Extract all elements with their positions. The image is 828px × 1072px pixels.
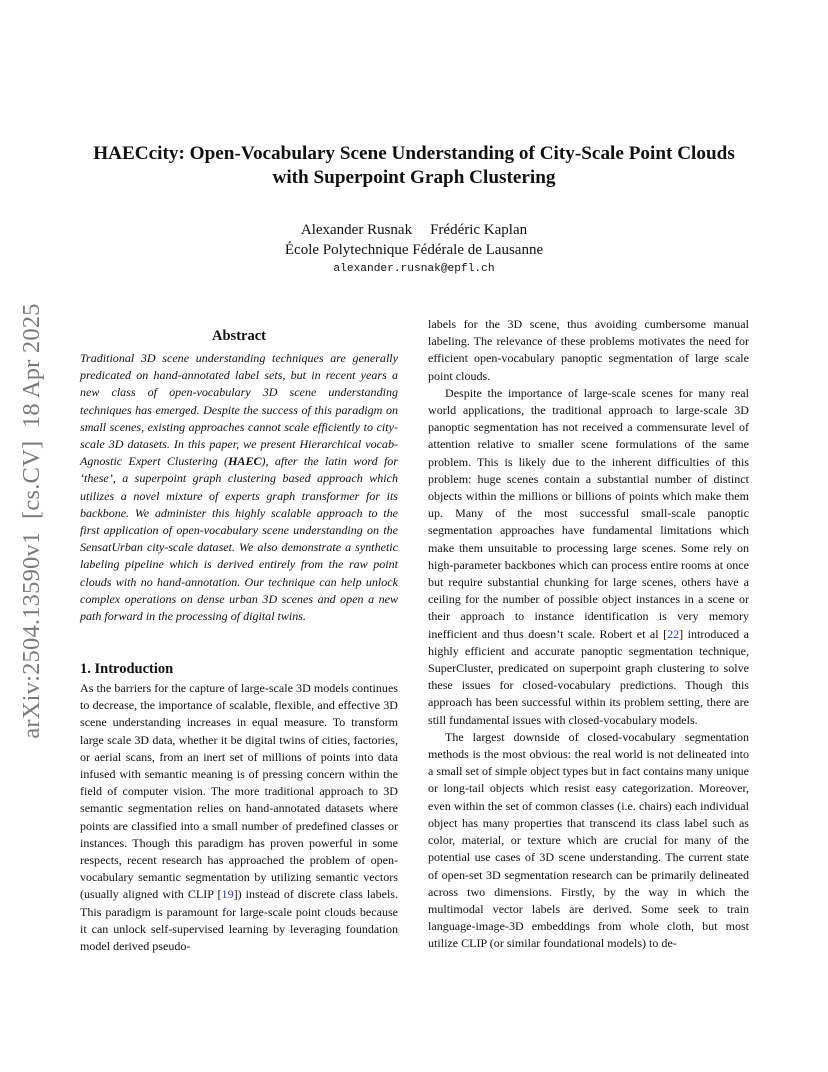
abstract-body — [80, 350, 398, 625]
arxiv-identifier-stamp — [10, 266, 54, 776]
title-line-2: with Superpoint Graph Clustering — [272, 167, 556, 188]
intro-paragraph-1 — [80, 680, 398, 955]
title-line-1: HAECcity: Open-Vocabulary Scene Understanding of City-Scale Point Clouds — [93, 143, 735, 164]
author-1: Alexander Rusnak — [300, 222, 413, 238]
intro-paragraph-3: The largest downside of closed-vocabulary segmentation methods is the most obvious: the real world is not delineated into a small set of simple object types but in fact contains many unique or long-tail objects which resist easy categorization. Moreover, even within the set of common classes (i.e. chairs) each individual object has many properties that transcend its class label such as color, material, or texture which are crucial for many of the potential use cases of 3D scene understanding. The current state of open-set 3D segmentation research can be primarily delineated across two dimensions. Firstly, by the way in which the multimodal vector labels are derived. Some seek to train language-image-3D embeddings from whole cloth, but most utilize CLIP (or similar foundational models) to de- — [428, 729, 749, 951]
citation-link-19[interactable]: 19 — [221, 887, 234, 902]
abstract-text-end: ), after the latin word for ‘these’, a superpoint graph clustering based approach which utilizes a novel mixture of experts graph transformer for its backbone. We administer this highly scalable approach to the first application of open-vocabulary scene understanding on the SensatUrban city-scale dataset. We also demonstrate a synthetic labeling pipeline which is derived entirely from the raw point clouds with no hand-annotation. Our technique can help unlock complex operations on dense urban 3D scenes and open a new path forward in the processing of digital twins. — [80, 454, 399, 624]
paper-title — [60, 142, 768, 190]
intro-p2-text-end: ] introduced a highly efficient and accurate panoptic segmentation technique, SuperCluster, predicated on superpoint graph clustering to solve these issues for closed-vocabulary predictions. Though this approach has been successful within its problem setting, there are still fundamental issues with closed-vocabulary models. — [428, 626, 750, 727]
abstract-paragraph — [80, 350, 398, 625]
intro-p2-text-start: Despite the importance of large-scale scenes for many real world applications, the traditional approach to large-scale 3D panoptic segmentation has not received a commensurate level of attention relative to smaller scene formulations of the same problem. This is likely due to the inherent difficulties of this problem: huge scenes contain a substantial number of distinct objects within the millions or billions of points which make them up. Many of the most successful small-scale panoptic segmentation approaches have fundamental limitations which make them unsuitable to processing large scenes. Some rely on high-parameter backbones which can process entire rooms at once but require substantial chunking for large scenes, others have a ceiling for the number of possible object instances in a scene or their approach to instance identification is very memory inefficient and thus doesn’t scale. Robert et al [ — [428, 385, 749, 641]
abstract-method-acronym: HAEC — [228, 454, 262, 469]
author-2: Frédéric Kaplan — [430, 222, 528, 238]
author-block — [0, 220, 828, 260]
citation-link-22[interactable]: 22 — [667, 626, 680, 641]
intro-p1-text-start: As the barriers for the capture of large-scale 3D models continues to decrease, the importance of scalable, flexible, and effective 3D scene understanding increases in equal measure. To transform large scale 3D data, whether it be digital twins of cities, factories, or aerial scans, from an inert set of millions of points into data infused with semantic meaning is of pressing concern within the field of computer vision. The more traditional approach to 3D semantic segmentation relies on hand-annotated datasets where points are classified into a small number of predefined classes or instances. Though this paradigm has proven powerful in some respects, recent research has approached the problem of open-vocabulary semantic segmentation by utilizing semantic vectors (usually aligned with CLIP [ — [80, 681, 398, 902]
intro-paragraph-1-continued: labels for the 3D scene, thus avoiding cumbersome manual labeling. The relevance of these problems motivates the need for efficient open-vocabulary panoptic segmentation of large scale point clouds. — [428, 317, 749, 383]
arxiv-id-text: arXiv:2504.13590v1 [cs.CV] 18 Apr 2025 — [18, 303, 45, 739]
introduction-left-column — [80, 680, 398, 955]
intro-paragraph-2 — [428, 385, 749, 729]
author-email[interactable]: alexander.rusnak@epfl.ch — [333, 263, 495, 275]
right-column — [428, 316, 749, 953]
affiliation: École Polytechnique Fédérale de Lausanne — [284, 242, 544, 258]
introduction-heading: 1. Introduction — [80, 661, 174, 677]
abstract-text-start: Traditional 3D scene understanding techniques are generally predicated on hand-annotated label sets, but in recent years a new class of open-vocabulary 3D scene understanding techniques has emerged. Despite the success of this paradigm on small scenes, existing approaches cannot scale efficiently to city-scale 3D datasets. In this paper, we present Hierarchical vocab-Agnostic Expert Clustering ( — [80, 351, 398, 469]
author-names — [0, 220, 828, 240]
abstract-heading: Abstract — [212, 328, 266, 345]
intro-p1-text-end: ]) instead of discrete class labels. This paradigm is paramount for large-scale point clouds because it can unlock self-supervised learning by leveraging foundation model derived pseudo- — [80, 887, 398, 954]
